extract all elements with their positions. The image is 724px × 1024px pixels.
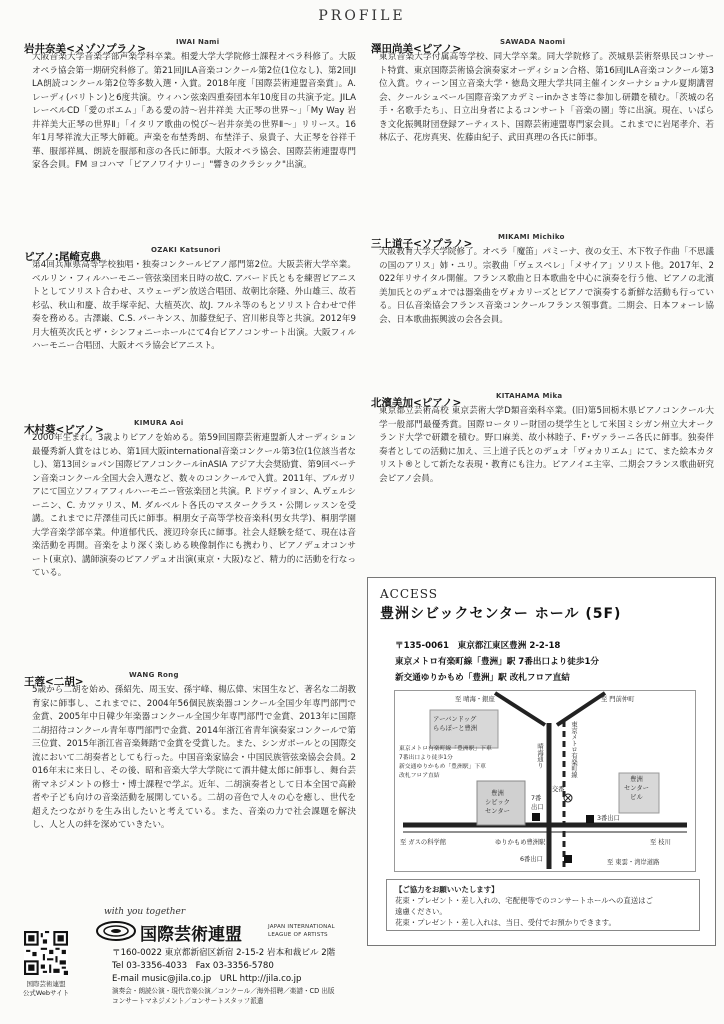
profile-romaji: WANG Rong [129,671,179,679]
map-label-exit7: 7番 出口 [531,795,544,811]
profile-bio: 大阪教育大学大学院修了。オペラ「魔笛」パミーナ、夜の女王、木下牧子作曲「不思議の国のアリス」姉・ユリ。宗教曲「ヴェスペレ」「メサイア」ソリスト他。2017年、2022年リサイタル開催。フランス歌曲と日本歌曲を中心に演奏を行う他、ピアノの北濱美加氏とのデュオでは器楽曲をヴォカリーズとピアノで演奏する新鮮な活動も行っている。日仏音楽協会フランス音楽コンクールフランス領事賞。二期会、日本フォーレ協会、日本歌曲振興波の会各会員。 [379,247,714,325]
profile-kitahama [371,391,714,529]
profile-wang [24,670,356,902]
footer-phone: Tel 03-3356-4033 Fax 03-3356-5780 [112,961,274,971]
map-label-harumi-dori: 晴海通り [536,743,543,769]
profile-bio: 第4回兵庫県高等学校独唱・独奏コンクールピアノ部門第2位。大阪芸術大学卒業。ベルリン・フィルハーモニー管弦楽団来日時の故C. アバード氏ともを練習ピアニストとしてソリスト合わせ、スウェーデン放送合唱団、故朝比奈隆、外山雄三、故若杉弘、秋山和慶、故手塚幸紀、大植英次、故J. フルネ等のもとソリスト合わせで伴奏を務める。古澤巌、C.S. パーキンス、加藤登紀子、宮川彬良等と共演。2012年9月大植英次氏とザ・シンフォニーホールにて4台ピアノコンサート出演。大阪フィルハーモニー合唱団、大阪オペラ協会ピアニスト。 [32,260,356,352]
profile-name: 岩井奈美<メゾソプラノ> [24,43,146,55]
profile-bio: 大阪音楽大学音楽学部声楽学科卒業。相愛大学大学院修士課程オペラ科修了。大阪オペラ協会第一期研究科修了。第21回JILA音楽コンクール第2位(1位なし)、第2回JILA朗読コンクール第2位等多数入選・入賞。2018年度「国際芸術連盟音楽賞」。A. レーディ(バリトン)と6度共演。ウィハン弦楽四重奏団本年10度目の共演予定。JILAレーベルCD「愛のポエム」「ある愛の詩〜岩井祥美 大正琴の世界〜」「My Way 岩井祥美大正琴の世界Ⅱ」「イタリア歌曲の悦び〜岩井奈美の世界Ⅱ〜」リリース。16年1月琴祥流大正琴大師範。声楽を布埜秀朗、布埜洋子、泉貴子、大正琴を谷祥千華、服部祥風、朗読を服部和彦の各氏に師事。大阪オペラ協会、国際芸術連盟専門家各会員。FM ヨコハマ「ピアノワイナリー」"響きのクラシック"出演。 [32,52,356,171]
profile-name: ピアノ:尾崎克典 [24,251,101,263]
tagline: with you together [104,907,186,917]
map-label-exit3: 3番出口 [597,815,620,822]
map-label-monzen: 至 門前仲町 [601,696,635,703]
notice-box [386,879,700,931]
footer-email-url[interactable]: E-mail music@jila.co.jp URL http://jila.co.jp [112,974,302,984]
qr-caption: 国際芸術連盟 公式Webサイト [22,980,70,997]
profile-mikami [371,232,714,396]
profile-kimura [24,418,356,650]
map-label-exit6: 6番出口 [520,856,543,863]
profile-romaji: KIMURA Aoi [134,419,184,427]
footer-services: 演奏会・朗読公演・現代音楽公演／コンクール／海外招聘／楽譜・CD 出版 [112,987,335,995]
map-label-harumi: 至 晴海・銀座 [455,696,495,703]
map-label-urbandock: アーバンドッグ ららぽーと豊洲 [433,716,478,732]
map-label-kouban: 交番 [552,786,565,793]
address-metro: 東京メトロ有楽町線「豊洲」駅 7番出口より徒歩1分 [395,657,600,667]
profile-romaji: KITAHAMA Mika [496,392,563,400]
footer [12,908,357,1016]
map-directions: 東京メトロ有楽町線「豊洲駅」下車 7番出口より徒歩1分 新交通ゆりかもめ「豊洲駅」下車 改札フロア直結 [399,746,492,779]
profile-name: 三上道子<ソプラノ> [371,238,473,250]
notice-line: 花束・プレゼント・差し入れの、宅配便等でのコンサートホールへの直送はご [395,896,653,905]
profile-romaji: IWAI Nami [176,38,220,46]
notice-line: 花束・プレゼント・差し入れは、当日、受付でお預かりできます。 [395,918,616,927]
venue-name: 豊洲シビックセンター ホール (5F) [380,606,622,622]
address-yurikamome: 新交通ゆりかもめ「豊洲」駅 改札フロア直結 [395,673,570,683]
map-label-edagawa: 至 枝川 [650,839,671,846]
org-en-name: JAPAN INTERNATIONAL [268,924,335,930]
address-postal: 〒135-0061 東京都江東区豊洲 2-2-18 [395,641,561,651]
profile-ozaki [24,245,356,409]
profile-sawada [371,37,714,241]
profile-name: 澤田尚美<ピアノ> [371,43,462,55]
notice-line: 遠慮ください。 [395,907,447,916]
page-title: PROFILE [318,8,406,24]
profile-iwai [24,37,356,241]
access-box [367,577,716,946]
profile-romaji: OZAKI Katsunori [151,246,221,254]
access-map [394,690,696,872]
profile-name: 木村葵<ピアノ> [24,424,104,436]
profile-bio: 東京音楽大学付属高等学校、同大学卒業。同大学院修了。茨城県芸術祭県民コンサート特賞、東京国際芸術協会演奏家オーディション合格、第16回JILA音楽コンクール第3位入賞。ウィーン国立音楽大学・徳島文理大学共同主催インターナショナル夏期講習会、クールシュベール国際音楽アカデミーinかさま等に参加し研鑽を積む。「茨城の名手・名歌手たち」、日立出身者によるコンサート「音楽の園」等に出演。現在、いばらき文化振興財団登録アーティスト、国際芸術連盟専門家会員。これまでに岩尾孝介、若林広子、花房真実、佐藤由紀子、武田真理の各氏に師事。 [379,52,714,144]
map-label-gas: 至 ガスの科学館 [400,839,447,846]
profile-romaji: MIKAMI Michiko [498,233,565,241]
map-label-civic: 豊洲 シビック センター [485,790,510,815]
profile-name: 北濱美加<ピアノ> [371,397,462,409]
org-en-name: LEAGUE OF ARTISTS [268,932,328,938]
profile-name: 王蓉<二胡> [24,676,84,688]
map-label-center-bldg: 豊洲 センター ビル [624,776,649,801]
map-label-shinonome: 至 東雲・湾岸道路 [607,859,660,866]
qr-code[interactable] [24,931,68,975]
profile-bio: 東京都立芸術高校 東京芸術大学D類音楽科卒業。(旧)第5回栃木県ピアノコンクール大学一般部門最優秀賞。国際ロータリー財団の奨学生として米国ミシガン州立大オークランド大学で研鑽を積む。野口麻美、故小林睦子、F･ヴァラーニ各氏に師事。独奏伴奏者としての活動に加え、三上道子氏とのデュオ「ヴォカリエム」にて、また絵本カタリスト®として新たな表現・教育にも注力。ピアノイエ主宰、二期会フランス歌曲研究会ピアノ会員。 [379,406,714,484]
notice-heading: 【ご協力をお願いいたします】 [395,885,499,894]
profile-bio: 2000年生まれ。3歳よりピアノを始める。第59回国際芸術連盟新人オーディション最優秀新人賞をはじめ、第1回大阪international音楽コンクール第3位(1位該当者なし)、第13回ショパン国際ピアノコンクールinASIA アジア大会奨励賞、第9回ベーテン音楽コンクール全国大会入選など、数々のコンクールで入賞。2011年、ブルガリアにて国立ソフィアフィルハーモニー管弦楽団と共演。P. ドヴァイヨン、A.ヴェルシーニン、C. カツァリス、M. ダルベルト各氏のマスタークラス・公開レッスンを受講。これまでに芹澤佳司氏に師事。桐朋女子高等学校音楽科(男女共学)、桐朋学園大学音楽学部卒業。仲道郁代氏、渡辺玲奈氏に師事。社会人経験を経て、現在は音楽活動を再開。音楽をより深く楽しめる映像制作にも携わり、ピアノデュオコンサート(東京)、講師演奏のピアノデュオ出演(東京・大阪)など、精力的に活動を行なっている。 [32,433,356,579]
footer-address: 〒160-0022 東京都新宿区新宿 2-15-2 岩本和裁ビル 2階 [112,948,336,958]
access-heading: ACCESS [380,587,439,601]
profile-romaji: SAWADA Naomi [500,38,566,46]
org-logo-icon [96,921,136,941]
org-name: 国際芸術連盟 [140,925,242,945]
profile-bio: 5歳から二胡を始め、孫紹先、周玉安、孫宇峰、楊広偉、宋国生など、著名な二胡教育家に師事し、これまでに、2004年56個民族楽器コンクール全国少年専門部門で金賞、2005年中日韓少年楽器コンクール全国少年専門部門で金賞、2013年に国際二胡招待コンクール青年専門部門で金賞、2014年浙江省青年演奏家コンクールで第三位賞、2015年浙江省音楽舞踏で金賞を受賞した。また、シンガポールとの国際交流において二胡奏者としても行った。中国音楽家協会・中国民族管弦楽協会会員。2016年末に来日し、その後、昭和音楽大学大学院にて酒井健太郎に師事し、舞台芸術マネジメントの修士・博士課程で学ぶ。近年、二胡演奏者として日本全国で高齢者や子ども向けの音楽活動を展開している。二胡の音色で人々の心を癒し、世代を超えたつながりを生み出したいと考えている。また、音楽の力で社会課題を解決し、人と人の絆を深めていきたい。 [32,685,356,831]
map-label-yurakucho: 東京メトロ有楽町線 [570,721,577,778]
footer-services: コンサートマネジメント／コンサートスタッフ派遣 [112,997,264,1005]
map-label-yurikamome: ゆりかもめ豊洲駅 [495,839,546,846]
